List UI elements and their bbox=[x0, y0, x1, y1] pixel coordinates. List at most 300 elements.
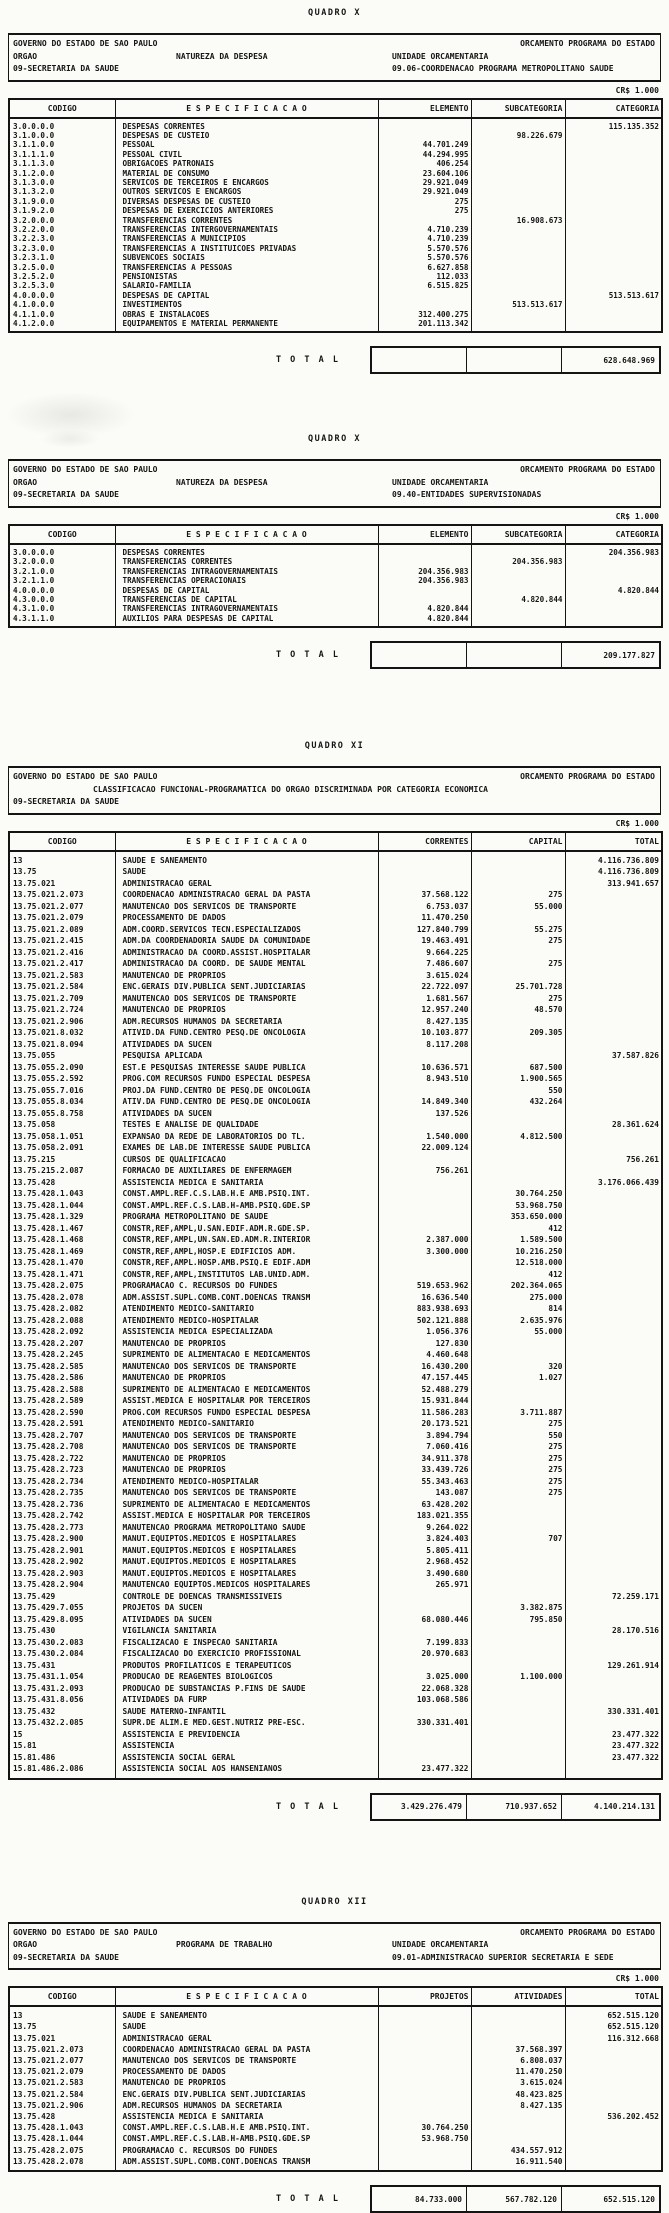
table-row bbox=[9, 544, 662, 557]
cell-value-3 bbox=[565, 1108, 662, 1120]
cell-value-2 bbox=[471, 1694, 565, 1706]
cell-value-3: 4.820.844 bbox=[565, 586, 662, 595]
cell-value-2 bbox=[471, 1349, 565, 1361]
cell-codigo: 13.75.021.2.077 bbox=[9, 2055, 115, 2066]
table-row bbox=[9, 187, 662, 196]
table-row bbox=[9, 1027, 662, 1039]
cell-value-3 bbox=[565, 2100, 662, 2111]
cell-value-2: 11.470.250 bbox=[471, 2066, 565, 2077]
table-row bbox=[9, 1142, 662, 1154]
scan-smudge bbox=[6, 392, 136, 438]
cell-value-2: 204.356.983 bbox=[471, 557, 565, 566]
table-row bbox=[9, 970, 662, 982]
cell-value-3: 756.261 bbox=[565, 1154, 662, 1166]
cell-value-2 bbox=[471, 1556, 565, 1568]
cell-value-2: 10.216.250 bbox=[471, 1246, 565, 1258]
table-header-box bbox=[8, 766, 661, 815]
cell-especificacao: TRANSFERENCIAS A PESSOAS bbox=[115, 263, 378, 272]
cell-value-3 bbox=[565, 1315, 662, 1327]
table-row bbox=[9, 1706, 662, 1718]
cell-especificacao: SAUDE bbox=[115, 2021, 378, 2032]
cell-value-2 bbox=[471, 614, 565, 627]
cell-value-2: 16.911.540 bbox=[471, 2156, 565, 2171]
cell-codigo: 13.75.428.2.245 bbox=[9, 1349, 115, 1361]
table-row bbox=[9, 1579, 662, 1591]
cell-value-1 bbox=[378, 1660, 471, 1672]
cell-value-1: 10.103.877 bbox=[378, 1027, 471, 1039]
cell-value-2 bbox=[471, 1142, 565, 1154]
table-row bbox=[9, 1487, 662, 1499]
unidade-label: UNIDADE ORCAMENTARIA bbox=[392, 1940, 489, 1950]
cell-value-2 bbox=[471, 1625, 565, 1637]
cell-codigo: 13.75.428.2.590 bbox=[9, 1407, 115, 1419]
cell-value-1 bbox=[378, 1211, 471, 1223]
cell-especificacao: ADM.ASSIST.SUPL.COMB.CONT.DOENCAS TRANSM bbox=[115, 1292, 378, 1304]
cell-value-1 bbox=[378, 2044, 471, 2055]
cell-value-1: 183.021.355 bbox=[378, 1510, 471, 1522]
column-header-total: TOTAL bbox=[565, 832, 662, 851]
table-row bbox=[9, 1591, 662, 1603]
cell-value-2: 1.589.500 bbox=[471, 1234, 565, 1246]
cell-value-1: 112.033 bbox=[378, 272, 471, 281]
cell-especificacao: SUPRIMENTO DE ALIMENTACAO E MEDICAMENTOS bbox=[115, 1349, 378, 1361]
cell-value-1: 6.627.858 bbox=[378, 263, 471, 272]
cell-codigo: 13.75.021.2.416 bbox=[9, 947, 115, 959]
cell-codigo: 13.75.055.7.016 bbox=[9, 1085, 115, 1097]
cell-especificacao: ADMINISTRACAO GERAL bbox=[115, 878, 378, 890]
table-row bbox=[9, 1131, 662, 1143]
cell-value-1: 3.300.000 bbox=[378, 1246, 471, 1258]
table-row bbox=[9, 2089, 662, 2100]
column-header-categoria: CATEGORIA bbox=[565, 525, 662, 544]
cell-especificacao: PROGRAMACAO C. RECURSOS DO FUNDES bbox=[115, 2145, 378, 2156]
cell-especificacao: ATENDIMENTO MEDICO-HOSPITALAR bbox=[115, 1315, 378, 1327]
cell-value-3 bbox=[565, 319, 662, 332]
cell-codigo: 3.1.1.0.0 bbox=[9, 140, 115, 149]
table-row bbox=[9, 253, 662, 262]
cell-value-1 bbox=[378, 1119, 471, 1131]
cell-especificacao: PROCESSAMENTO DE DADOS bbox=[115, 912, 378, 924]
cell-codigo: 15 bbox=[9, 1729, 115, 1741]
cell-especificacao: ATIVID.DA FUND.CENTRO PESQ.DE ONCOLOGIA bbox=[115, 1027, 378, 1039]
cell-value-3 bbox=[565, 131, 662, 140]
table-row bbox=[9, 1384, 662, 1396]
table-body bbox=[9, 2006, 662, 2171]
cell-especificacao: FISCALIZACAO E INSPECAO SANITARIA bbox=[115, 1637, 378, 1649]
table-row bbox=[9, 1637, 662, 1649]
cell-codigo: 4.0.0.0.0 bbox=[9, 291, 115, 300]
cell-value-2 bbox=[471, 272, 565, 281]
cell-value-1 bbox=[378, 216, 471, 225]
cell-value-2: 275 bbox=[471, 1418, 565, 1430]
cell-codigo: 13.75.215 bbox=[9, 1154, 115, 1166]
cell-codigo: 13.75.428.1.471 bbox=[9, 1269, 115, 1281]
table-row bbox=[9, 263, 662, 272]
cell-value-2 bbox=[471, 851, 565, 867]
cell-value-3 bbox=[565, 604, 662, 613]
cell-value-2 bbox=[471, 866, 565, 878]
cell-value-3 bbox=[565, 140, 662, 149]
table-row bbox=[9, 1039, 662, 1051]
table-row bbox=[9, 1683, 662, 1695]
table-row bbox=[9, 1062, 662, 1074]
table-row bbox=[9, 1510, 662, 1522]
table-row bbox=[9, 567, 662, 576]
cell-especificacao: INVESTIMENTOS bbox=[115, 300, 378, 309]
cell-codigo: 13.75.021.2.073 bbox=[9, 889, 115, 901]
cell-especificacao: VIGILANCIA SANITARIA bbox=[115, 1625, 378, 1637]
cell-especificacao: DESPESAS CORRENTES bbox=[115, 544, 378, 557]
table-row bbox=[9, 935, 662, 947]
table-row bbox=[9, 1338, 662, 1350]
column-header-row bbox=[9, 525, 662, 544]
table-row bbox=[9, 1177, 662, 1189]
table-row bbox=[9, 244, 662, 253]
cell-value-3 bbox=[565, 1142, 662, 1154]
cell-value-3 bbox=[565, 263, 662, 272]
cell-value-3: 330.331.401 bbox=[565, 1706, 662, 1718]
cell-value-3 bbox=[565, 1257, 662, 1269]
column-header-elemento: ELEMENTO bbox=[378, 525, 471, 544]
cell-value-1: 8.943.510 bbox=[378, 1073, 471, 1085]
cell-value-2: 795.850 bbox=[471, 1614, 565, 1626]
cell-value-3 bbox=[565, 1579, 662, 1591]
cell-value-3 bbox=[565, 1430, 662, 1442]
unidade-value: 09.40-ENTIDADES SUPERVISIONADAS bbox=[392, 490, 542, 500]
cell-especificacao: ATIVIDADES DA FURP bbox=[115, 1694, 378, 1706]
cell-especificacao: ATENDIMENTO MEDICO-HOSPITALAR bbox=[115, 1476, 378, 1488]
cell-value-1: 7.199.833 bbox=[378, 1637, 471, 1649]
cell-value-1 bbox=[378, 2111, 471, 2122]
cell-especificacao: SAUDE E SANEAMENTO bbox=[115, 2006, 378, 2021]
cell-value-2 bbox=[471, 234, 565, 243]
cell-value-1 bbox=[378, 586, 471, 595]
cell-especificacao: ASSISTENCIA MEDICA E SANITARIA bbox=[115, 1177, 378, 1189]
table-row bbox=[9, 1395, 662, 1407]
table-row bbox=[9, 1602, 662, 1614]
cell-value-1 bbox=[378, 2006, 471, 2021]
cell-especificacao: PESSOAL bbox=[115, 140, 378, 149]
table-row bbox=[9, 2133, 662, 2144]
unidade-value: 09.01-ADMINISTRACAO SUPERIOR SECRETARIA E SEDE bbox=[392, 1952, 614, 1962]
cell-value-1: 22.009.124 bbox=[378, 1142, 471, 1154]
cell-value-2 bbox=[471, 604, 565, 613]
cell-value-1: 44.701.249 bbox=[378, 140, 471, 149]
cell-value-2 bbox=[471, 225, 565, 234]
cell-value-1 bbox=[378, 851, 471, 867]
cell-value-2 bbox=[471, 1016, 565, 1028]
cell-codigo: 13.75.428.2.075 bbox=[9, 2145, 115, 2156]
table-row bbox=[9, 281, 662, 290]
cell-value-3 bbox=[565, 1637, 662, 1649]
cell-value-2: 3.382.875 bbox=[471, 1602, 565, 1614]
budget-table bbox=[8, 1986, 663, 2172]
cell-especificacao: TRANSFERENCIAS CORRENTES bbox=[115, 557, 378, 566]
cell-value-3 bbox=[565, 1545, 662, 1557]
cell-codigo: 13.75.021.2.906 bbox=[9, 1016, 115, 1028]
cell-value-1: 63.428.202 bbox=[378, 1499, 471, 1511]
cell-value-2 bbox=[471, 586, 565, 595]
total-value-elemento bbox=[372, 643, 466, 667]
total-box bbox=[370, 1793, 661, 1821]
cell-especificacao: ASSISTENCIA E PREVIDENCIA bbox=[115, 1729, 378, 1741]
cell-value-2: 814 bbox=[471, 1303, 565, 1315]
table-row bbox=[9, 1085, 662, 1097]
cell-value-2: 8.427.135 bbox=[471, 2100, 565, 2111]
government-label: GOVERNO DO ESTADO DE SAO PAULO bbox=[13, 772, 158, 782]
currency-note: CR$ 1.000 bbox=[615, 818, 659, 828]
cell-value-2 bbox=[471, 178, 565, 187]
cell-especificacao: AUXILIOS PARA DESPESAS DE CAPITAL bbox=[115, 614, 378, 627]
cell-value-3: 4.116.736.809 bbox=[565, 866, 662, 878]
cell-value-3 bbox=[565, 1648, 662, 1660]
cell-value-2 bbox=[471, 2021, 565, 2032]
cell-value-1 bbox=[378, 595, 471, 604]
cell-value-3 bbox=[565, 901, 662, 913]
cell-especificacao: MANUTENCAO DE PROPRIOS bbox=[115, 1338, 378, 1350]
cell-codigo: 13.75.430.2.084 bbox=[9, 1648, 115, 1660]
table-row bbox=[9, 901, 662, 913]
table-row bbox=[9, 595, 662, 604]
cell-especificacao: FORMACAO DE AUXILIARES DE ENFERMAGEM bbox=[115, 1165, 378, 1177]
cell-codigo: 13.75.428.2.078 bbox=[9, 1292, 115, 1304]
cell-value-3 bbox=[565, 1453, 662, 1465]
cell-especificacao: CONST.AMPL.REF.C.S.LAB.H.E AMB.PSIQ.INT. bbox=[115, 1188, 378, 1200]
budget-table bbox=[8, 831, 663, 1780]
cell-codigo: 3.2.2.0.0 bbox=[9, 225, 115, 234]
table-row bbox=[9, 234, 662, 243]
cell-codigo: 3.2.1.0.0 bbox=[9, 567, 115, 576]
cell-codigo: 13.75.021 bbox=[9, 878, 115, 890]
cell-value-3 bbox=[565, 1614, 662, 1626]
total-value-correntes: 3.429.276.479 bbox=[400, 1802, 462, 1812]
cell-codigo: 13.75.021.2.583 bbox=[9, 2077, 115, 2088]
cell-value-2: 432.264 bbox=[471, 1096, 565, 1108]
report-title: ORCAMENTO PROGRAMA DO ESTADO bbox=[520, 39, 655, 48]
table-row bbox=[9, 206, 662, 215]
cell-value-3: 28.361.624 bbox=[565, 1119, 662, 1131]
cell-value-3 bbox=[565, 1487, 662, 1499]
cell-value-2: 53.968.750 bbox=[471, 1200, 565, 1212]
cell-codigo: 3.2.3.0.0 bbox=[9, 244, 115, 253]
cell-especificacao: CONSTR,REF,AMPL,HOSP.E EDIFICIOS ADM. bbox=[115, 1246, 378, 1258]
cell-codigo: 13.75.428.1.044 bbox=[9, 1200, 115, 1212]
cell-value-1 bbox=[378, 544, 471, 557]
column-header-row bbox=[9, 1987, 662, 2006]
cell-especificacao: CONSTR,REF,AMPL,INSTITUTOS LAB.UNID.ADM. bbox=[115, 1269, 378, 1281]
cell-value-3 bbox=[565, 1602, 662, 1614]
column-header-subcategoria: SUBCATEGORIA bbox=[471, 99, 565, 118]
cell-value-3 bbox=[565, 1568, 662, 1580]
table-row bbox=[9, 557, 662, 566]
cell-value-3 bbox=[565, 1062, 662, 1074]
cell-codigo: 15.81.486.2.086 bbox=[9, 1763, 115, 1779]
classification-subtitle: CLASSIFICACAO FUNCIONAL-PROGRAMATICA DO ORGAO DISCRIMINADA POR CATEGORIA ECONOMICA bbox=[93, 784, 488, 794]
cell-codigo: 13.75.021.2.415 bbox=[9, 935, 115, 947]
cell-value-3 bbox=[565, 2055, 662, 2066]
cell-value-3 bbox=[565, 1418, 662, 1430]
cell-value-1: 103.068.586 bbox=[378, 1694, 471, 1706]
table-row bbox=[9, 2044, 662, 2055]
total-value-categoria: 628.648.969 bbox=[561, 348, 659, 372]
cell-value-1 bbox=[378, 2156, 471, 2171]
table-row bbox=[9, 1671, 662, 1683]
table-row bbox=[9, 1119, 662, 1131]
cell-value-3 bbox=[565, 197, 662, 206]
cell-value-3 bbox=[565, 1269, 662, 1281]
cell-value-1: 37.568.122 bbox=[378, 889, 471, 901]
unidade-label: UNIDADE ORCAMENTARIA bbox=[392, 477, 489, 487]
cell-value-2 bbox=[471, 1108, 565, 1120]
cell-value-2 bbox=[471, 169, 565, 178]
cell-especificacao: PRODUTOS PROFILATICOS E TERAPEUTICOS bbox=[115, 1660, 378, 1672]
quadro-section-3 bbox=[0, 741, 669, 1821]
cell-codigo: 13.75.428.2.742 bbox=[9, 1510, 115, 1522]
cell-value-3 bbox=[565, 1763, 662, 1779]
cell-especificacao: ADM.RECURSOS HUMANOS DA SECRETARIA bbox=[115, 1016, 378, 1028]
cell-codigo: 13.75.428.2.082 bbox=[9, 1303, 115, 1315]
cell-value-3 bbox=[565, 2145, 662, 2156]
cell-codigo: 13.75.055.2.090 bbox=[9, 1062, 115, 1074]
cell-value-2 bbox=[471, 1510, 565, 1522]
cell-codigo: 13.75.428.2.589 bbox=[9, 1395, 115, 1407]
cell-especificacao: FISCALIZACAO DO EXERCICIO PROFISSIONAL bbox=[115, 1648, 378, 1660]
cell-value-3: 72.259.171 bbox=[565, 1591, 662, 1603]
cell-value-3 bbox=[565, 150, 662, 159]
cell-codigo: 3.0.0.0.0 bbox=[9, 118, 115, 131]
table-row bbox=[9, 1211, 662, 1223]
table-row bbox=[9, 1269, 662, 1281]
cell-especificacao: MANUTENCAO DE PROPRIOS bbox=[115, 1453, 378, 1465]
table-row bbox=[9, 889, 662, 901]
table-row bbox=[9, 1073, 662, 1085]
cell-value-1 bbox=[378, 2066, 471, 2077]
cell-value-2: 37.568.397 bbox=[471, 2044, 565, 2055]
cell-value-3 bbox=[565, 272, 662, 281]
cell-value-1: 204.356.983 bbox=[378, 567, 471, 576]
cell-value-3 bbox=[565, 1476, 662, 1488]
cell-value-1: 6.753.037 bbox=[378, 901, 471, 913]
report-title: ORCAMENTO PROGRAMA DO ESTADO bbox=[520, 465, 655, 475]
total-value-categoria: 209.177.827 bbox=[561, 643, 659, 667]
table-row bbox=[9, 1292, 662, 1304]
cell-codigo: 13.75.429.8.095 bbox=[9, 1614, 115, 1626]
table-row bbox=[9, 1453, 662, 1465]
cell-value-1: 29.921.049 bbox=[378, 178, 471, 187]
cell-value-1: 3.490.680 bbox=[378, 1568, 471, 1580]
cell-value-2: 55.275 bbox=[471, 924, 565, 936]
cell-especificacao: SUBVENCOES SOCIAIS bbox=[115, 253, 378, 262]
cell-value-3 bbox=[565, 1499, 662, 1511]
cell-value-3 bbox=[565, 234, 662, 243]
cell-codigo: 13.75.432 bbox=[9, 1706, 115, 1718]
cell-value-2: 275 bbox=[471, 958, 565, 970]
cell-codigo: 13.75.428.2.591 bbox=[9, 1418, 115, 1430]
cell-codigo: 13.75.428.1.469 bbox=[9, 1246, 115, 1258]
table-row bbox=[9, 2145, 662, 2156]
cell-codigo: 4.1.0.0.0 bbox=[9, 300, 115, 309]
cell-value-1 bbox=[378, 866, 471, 878]
cell-value-3: 23.477.322 bbox=[565, 1752, 662, 1764]
table-row bbox=[9, 1280, 662, 1292]
cell-value-1: 55.343.463 bbox=[378, 1476, 471, 1488]
cell-codigo: 13.75.429 bbox=[9, 1591, 115, 1603]
budget-table bbox=[8, 524, 663, 628]
table-row bbox=[9, 1188, 662, 1200]
cell-codigo: 3.2.5.0.0 bbox=[9, 263, 115, 272]
table-row bbox=[9, 272, 662, 281]
cell-codigo: 13.75.055.8.034 bbox=[9, 1096, 115, 1108]
cell-value-3 bbox=[565, 187, 662, 196]
cell-value-1: 137.526 bbox=[378, 1108, 471, 1120]
cell-value-3 bbox=[565, 1073, 662, 1085]
cell-value-2: 320 bbox=[471, 1361, 565, 1373]
cell-value-1: 4.710.239 bbox=[378, 225, 471, 234]
cell-especificacao: PROJETOS DA SUCEN bbox=[115, 1602, 378, 1614]
table-row bbox=[9, 1234, 662, 1246]
orgao-label: ORGAO bbox=[13, 477, 38, 487]
cell-especificacao: SAUDE E SANEAMENTO bbox=[115, 851, 378, 867]
cell-value-1 bbox=[378, 1740, 471, 1752]
table-row bbox=[9, 576, 662, 585]
cell-especificacao: PRODUCAO DE REAGENTES BIOLOGICOS bbox=[115, 1671, 378, 1683]
table-row bbox=[9, 866, 662, 878]
table-row bbox=[9, 1464, 662, 1476]
cell-codigo: 13.75.021.2.079 bbox=[9, 912, 115, 924]
cell-codigo: 13.75.431.1.054 bbox=[9, 1671, 115, 1683]
cell-codigo: 13.75.021.8.094 bbox=[9, 1039, 115, 1051]
cell-value-3 bbox=[565, 557, 662, 566]
cell-value-1: 5.570.576 bbox=[378, 253, 471, 262]
cell-value-2 bbox=[471, 1579, 565, 1591]
column-header-projetos: PROJETOS bbox=[378, 1987, 471, 2006]
table-row bbox=[9, 1154, 662, 1166]
cell-value-2 bbox=[471, 567, 565, 576]
cell-value-1: 265.971 bbox=[378, 1579, 471, 1591]
cell-value-1: 9.264.022 bbox=[378, 1522, 471, 1534]
cell-value-3: 28.170.516 bbox=[565, 1625, 662, 1637]
cell-value-3: 652.515.120 bbox=[565, 2021, 662, 2032]
cell-value-1: 127.840.799 bbox=[378, 924, 471, 936]
table-row bbox=[9, 150, 662, 159]
cell-especificacao: CONTROLE DE DOENCAS TRANSMISSIVEIS bbox=[115, 1591, 378, 1603]
cell-codigo: 13.75.428.1.043 bbox=[9, 2122, 115, 2133]
cell-value-1: 3.025.000 bbox=[378, 1671, 471, 1683]
column-header-atividades: ATIVIDADES bbox=[471, 1987, 565, 2006]
cell-value-2 bbox=[471, 1717, 565, 1729]
cell-value-1 bbox=[378, 2077, 471, 2088]
cell-value-2 bbox=[471, 1177, 565, 1189]
cell-value-1: 8.427.135 bbox=[378, 1016, 471, 1028]
cell-value-2 bbox=[471, 970, 565, 982]
cell-especificacao: MANUTENCAO DOS SERVICOS DE TRANSPORTE bbox=[115, 1487, 378, 1499]
quadro-section-2 bbox=[0, 434, 669, 669]
column-header-codigo: CODIGO bbox=[9, 1987, 115, 2006]
cell-value-1: 6.515.825 bbox=[378, 281, 471, 290]
cell-codigo: 13.75.021.2.906 bbox=[9, 2100, 115, 2111]
cell-value-3 bbox=[565, 1085, 662, 1097]
cell-especificacao: CONST.AMPL.REF.C.S.LAB.H.E AMB.PSIQ.INT. bbox=[115, 2122, 378, 2133]
cell-value-2 bbox=[471, 1522, 565, 1534]
cell-especificacao: ATIVIDADES DA SUCEN bbox=[115, 1039, 378, 1051]
cell-codigo: 13.75.428.2.902 bbox=[9, 1556, 115, 1568]
cell-value-3 bbox=[565, 1349, 662, 1361]
cell-especificacao: TRANSFERENCIAS INTERGOVERNAMENTAIS bbox=[115, 225, 378, 234]
table-row bbox=[9, 1165, 662, 1177]
cell-value-3 bbox=[565, 1533, 662, 1545]
cell-especificacao: PROGRAMA METROPOLITANO DE SAUDE bbox=[115, 1211, 378, 1223]
cell-value-1: 756.261 bbox=[378, 1165, 471, 1177]
